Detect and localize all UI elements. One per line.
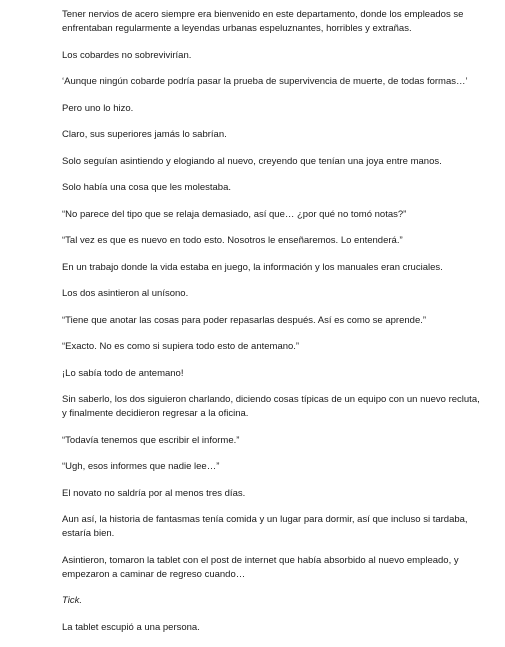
paragraph: “Exacto. No es como si supiera todo esto de antemano.”: [62, 341, 300, 352]
paragraph: Tener nervios de acero siempre era bienvenido en este departamento, donde los empleados se enfrentaban regularmente a leyendas urbanas espeluznantes, horribles y extrañas.: [62, 9, 464, 34]
paragraph: “Todavía tenemos que escribir el informe.”: [62, 434, 240, 446]
paragraph: Claro, sus superiores jamás lo sabrían.: [62, 129, 227, 140]
paragraph: Aun así, la historia de fantasmas tenía comida y un lugar para dormir, así que incluso si tardaba, estaría bien.: [62, 514, 468, 539]
paragraph: Los dos asintieron al unísono.: [62, 288, 189, 299]
paragraph: Pero uno lo hizo.: [62, 102, 134, 114]
paragraph: “Tiene que anotar las cosas para poder repasarlas después. Así es como se aprende.”: [62, 314, 427, 326]
paragraph: Asintieron, tomaron la tablet con el post de internet que había absorbido al nuevo empleado, y empezaron a caminar de regreso cuando…: [62, 554, 459, 580]
paragraph: ‘Aunque ningún cobarde podría pasar la prueba de supervivencia de muerte, de todas formas…’: [62, 76, 468, 87]
paragraph: El novato no saldría por al menos tres días.: [62, 487, 246, 499]
paragraph: “Ugh, esos informes que nadie lee…”: [62, 461, 220, 472]
paragraph: Tick.: [62, 595, 82, 606]
paragraph: La tablet escupió a una persona.: [62, 621, 200, 633]
paragraph: Solo seguían asintiendo y elogiando al nuevo, creyendo que tenían una joya entre manos.: [62, 155, 442, 167]
paragraph: Los cobardes no sobrevivirían.: [62, 49, 192, 61]
paragraph: Sin saberlo, los dos siguieron charlando, diciendo cosas típicas de un equipo con un nuevo recluta, y finalmente decidieron regresar a la oficina.: [62, 394, 480, 419]
paragraph: “Tal vez es que es nuevo en todo esto. Nosotros le enseñaremos. Lo entenderá.”: [62, 235, 403, 246]
document-body: [62, 8, 482, 647]
paragraph: Solo había una cosa que les molestaba.: [62, 182, 232, 193]
paragraph: ¡Lo sabía todo de antemano!: [62, 367, 184, 379]
paragraph: En un trabajo donde la vida estaba en juego, la información y los manuales eran cruciales.: [62, 261, 443, 273]
paragraph: “No parece del tipo que se relaja demasiado, así que… ¿por qué no tomó notas?”: [62, 208, 407, 220]
